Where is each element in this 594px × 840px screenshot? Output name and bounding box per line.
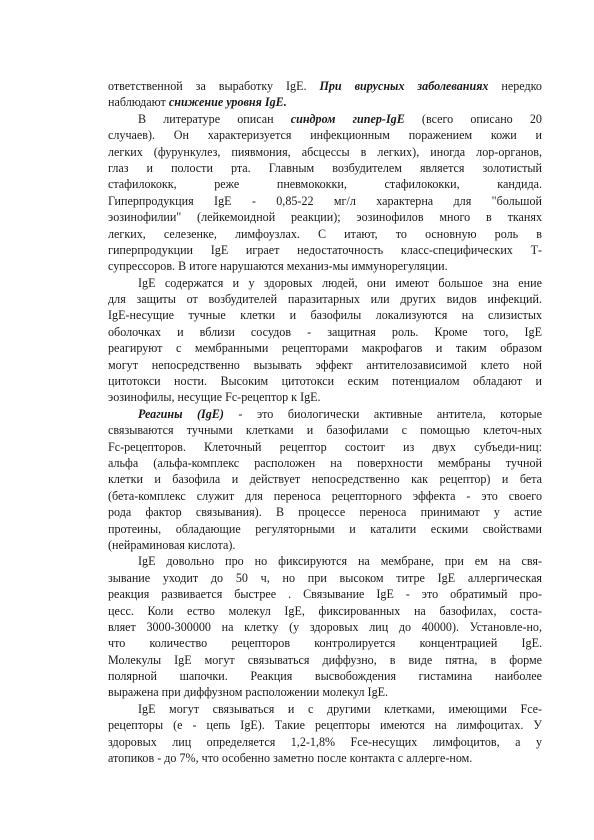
text-line — [108, 144, 542, 160]
text-line — [108, 94, 542, 110]
text-line — [108, 307, 542, 323]
text-line — [108, 717, 542, 733]
paragraph-p1 — [108, 78, 542, 111]
text-line — [108, 193, 542, 209]
text-run: IgE-несущие тучные клетки и базофилы локализуются на слизистых — [108, 308, 542, 323]
text-run: для защиты от возбудителей паразитарных или других видов инфекций. — [108, 292, 542, 307]
text-run: цесс. Коли ество молекул IgE, фиксированных на базофилах, соста- — [108, 603, 542, 618]
text-run: Fc-рецепторов. Клеточный рецептор состоит из двух субъеди-ниц: — [108, 439, 542, 454]
text-line — [108, 488, 542, 504]
text-run: легких (фурункулез, пиявмония, абсцессы в легких), иногда лор-органов, — [108, 144, 542, 159]
text-line — [108, 652, 542, 668]
text-line — [108, 439, 542, 455]
text-run: рода фактор связывания). В процессе переноса принимают у астие — [108, 505, 542, 520]
text-line — [108, 750, 542, 766]
text-line — [108, 586, 542, 602]
text-line — [108, 537, 542, 553]
text-line — [108, 570, 542, 586]
text-line — [108, 684, 542, 700]
text-line — [108, 357, 542, 373]
text-line — [108, 340, 542, 356]
text-line — [108, 373, 542, 389]
text-run: легких, селезенке, лимфоузлах. С итают, то основную роль в — [108, 226, 542, 241]
paragraph-p6 — [108, 701, 542, 767]
text-run: что количество рецепторов контролируется концентрацией IgE. — [108, 636, 542, 651]
text-run: IgE могут связываться и с другими клетками, имеющими Fce- — [138, 701, 542, 716]
document-page — [108, 78, 542, 766]
text-line — [108, 176, 542, 192]
text-line — [108, 127, 542, 143]
emphasized-text: Реагины (IgE) — [138, 406, 224, 421]
text-run: стафилококк, реже пневмококки, стафилококки, кандида. — [108, 177, 542, 192]
emphasized-text: При вирусных заболеваниях — [319, 79, 489, 93]
text-run: Молекулы IgE могут связываться диффузно, в виде пятна, в форме — [108, 652, 542, 667]
text-run: гиперпродукции IgE играет недостаточность класс-специфических Т- — [108, 242, 542, 257]
text-run: атопиков - до 7%, что особенно заметно после контакта с аллерге-ном. — [108, 751, 473, 766]
text-run: реакция развивается быстрее . Связывание IgE - это обратимый про- — [108, 587, 542, 602]
text-line — [108, 455, 542, 471]
text-run: нередко — [488, 79, 542, 93]
text-line — [108, 471, 542, 487]
text-run: полярной шапочки. Реакция высвобождения гистамина наиболее — [108, 669, 542, 684]
text-run: (нейраминовая кислота). — [108, 537, 236, 552]
text-run: могут непосредственно вызывать эффект антителозависимой клето ной — [108, 357, 542, 372]
text-run: протеины, обладающие регуляторными и каталити ескими свойствами — [108, 521, 542, 536]
text-line — [108, 78, 542, 94]
text-line — [108, 160, 542, 176]
text-run: случаев). Он характеризуется инфекционным поражением кожи и — [108, 128, 542, 143]
text-line — [108, 275, 542, 291]
text-run: супрессоров. В итоге нарушаются механиз-мы иммунорегуляции. — [108, 259, 448, 274]
text-run: (всего описано 20 — [404, 111, 542, 126]
text-line — [108, 504, 542, 520]
text-line — [108, 734, 542, 750]
text-run: эозинофилы, несущие Fc-рецептор к IgE. — [108, 390, 321, 405]
text-line — [108, 553, 542, 569]
text-run: эозинофилии" (лейкемоидной реакции); эозинофилов много в тканях — [108, 210, 542, 225]
paragraph-p3 — [108, 275, 542, 406]
text-line — [108, 209, 542, 225]
text-run: здоровых лиц определяется 1,2-1,8% Fce-несущих лимфоцитов, а у — [108, 734, 542, 749]
text-line — [108, 258, 542, 274]
text-run: наблюдают — [108, 95, 169, 110]
text-run: (бета-комплекс служит для переноса рецепторного эффекта - это своего — [108, 488, 542, 503]
text-run: реагируют с мембранными рецепторами макрофагов и таким образом — [108, 341, 542, 356]
emphasized-text: снижение уровня IgE. — [168, 95, 287, 110]
text-run: связываются тучными клетками и базофилами с помощью клеточ-ных — [108, 423, 542, 438]
text-line — [108, 324, 542, 340]
text-line — [108, 291, 542, 307]
text-run: IgE содержатся и у здоровых людей, они имеют большое зна ение — [138, 275, 542, 290]
text-run: альфа (альфа-комплекс расположен на поверхности мембраны тучной — [108, 455, 542, 470]
paragraph-p4 — [108, 406, 542, 554]
text-run: цитотокси ности. Высоким цитотокси еским потенциалом обладают и — [108, 374, 542, 389]
paragraph-p2 — [108, 111, 542, 275]
text-run: ответственной за выработку IgE. — [108, 79, 320, 93]
text-run: вляет 3000-300000 на клетку (у здоровых лиц до 40000). Установле-но, — [108, 619, 542, 634]
text-run: В литературе описан — [138, 111, 291, 126]
text-line — [108, 226, 542, 242]
text-line — [108, 701, 542, 717]
text-run: - это биологически активные антитела, которые — [223, 406, 542, 421]
text-run: зывание уходит до 50 ч, но при высоком титре IgE аллергическая — [108, 570, 542, 585]
text-line — [108, 521, 542, 537]
emphasized-text: синдром гипер-IgE — [290, 111, 405, 126]
text-line — [108, 111, 542, 127]
text-run: глаз и полости рта. Главным возбудителем является золотистый — [108, 160, 542, 175]
text-line — [108, 422, 542, 438]
text-line — [108, 603, 542, 619]
text-run: выражена при диффузном расположении молекул IgE. — [108, 685, 389, 700]
text-run: клетки и базофила и действует непосредственно как рецептор) и бета — [108, 472, 542, 487]
text-run: IgE довольно про но фиксируются на мембране, при ем на свя- — [138, 554, 542, 569]
text-line — [108, 635, 542, 651]
paragraph-p5 — [108, 553, 542, 701]
text-line — [108, 389, 542, 405]
text-run: рецепторы (е - цепь IgE). Такие рецепторы имеются на лимфоцитах. У — [108, 718, 542, 733]
text-line — [108, 406, 542, 422]
text-line — [108, 668, 542, 684]
text-line — [108, 242, 542, 258]
text-line — [108, 619, 542, 635]
text-run: оболочках и вблизи сосудов - защитная роль. Кроме того, IgE — [108, 324, 542, 339]
text-run: Гиперпродукция IgE - 0,85-22 мг/л характерна для "большой — [108, 193, 542, 208]
